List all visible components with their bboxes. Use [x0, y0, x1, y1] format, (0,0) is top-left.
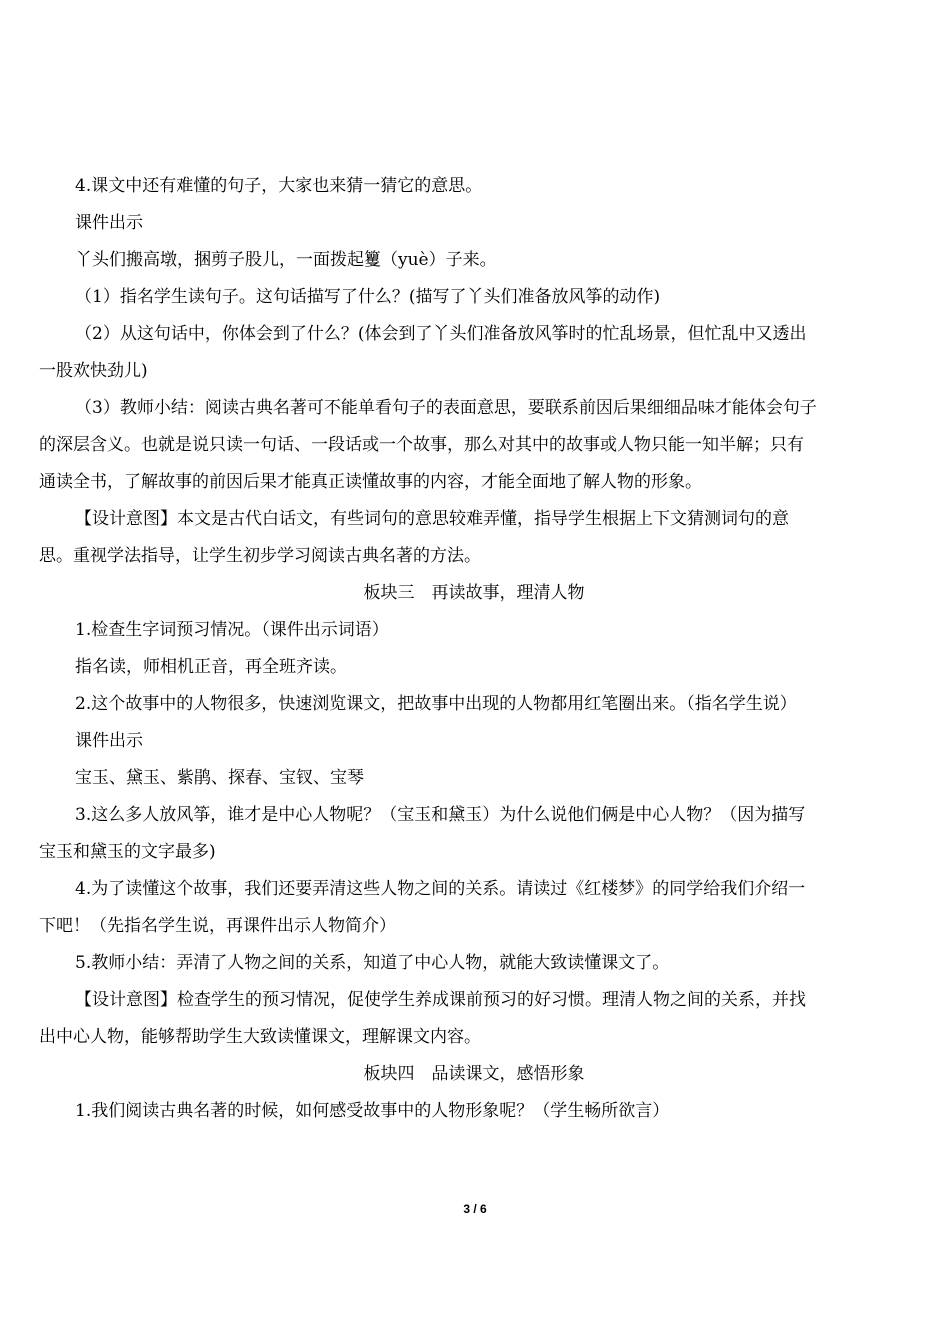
text-line: 宝玉和黛玉的文字最多): [39, 842, 216, 862]
text-line: 【设计意图】检查学生的预习情况，促使学生养成课前预习的好习惯。理清人物之间的关系，并找: [75, 990, 806, 1010]
text-line: （2）从这句话中，你体会到了什么？(体会到了丫头们准备放风筝时的忙乱场景，但忙乱中又透出: [75, 324, 807, 344]
text-line: 出中心人物，能够帮助学生大致读懂课文，理解课文内容。: [39, 1027, 481, 1047]
text-line: 1.我们阅读古典名著的时候，如何感受故事中的人物形象呢？（学生畅所欲言）: [75, 1101, 670, 1121]
text-line: 课件出示: [75, 213, 143, 233]
section-heading: 板块四 品读课文，感悟形象: [363, 1064, 585, 1084]
document-body: [39, 168, 909, 1130]
text-line: 丫头们搬高墩，捆剪子股儿，一面拨起籰（yuè）子来。: [75, 250, 497, 270]
text-line: 2.这个故事中的人物很多，快速浏览课文，把故事中出现的人物都用红笔圈出来。（指名学生说）: [75, 694, 797, 714]
text-line: 3.这么多人放风筝，谁才是中心人物呢？（宝玉和黛玉）为什么说他们俩是中心人物？（因为描写: [75, 805, 806, 825]
text-line: 一股欢快劲儿): [39, 361, 148, 381]
text-line: （3）教师小结：阅读古典名著可不能单看句子的表面意思，要联系前因后果细细品味才能体会句子: [75, 398, 817, 418]
text-line: 思。重视学法指导，让学生初步学习阅读古典名著的方法。: [39, 546, 481, 566]
text-line: 1.检查生字词预习情况。（课件出示词语）: [75, 620, 389, 640]
text-line: 指名读，师相机正音，再全班齐读。: [75, 657, 347, 677]
text-line: 通读全书，了解故事的前因后果才能真正读懂故事的内容，才能全面地了解人物的形象。: [39, 472, 702, 492]
text-line: 4.课文中还有难懂的句子，大家也来猜一猜它的意思。: [75, 176, 483, 196]
text-line: 【设计意图】本文是古代白话文，有些词句的意思较难弄懂，指导学生根据上下文猜测词句的意: [75, 509, 789, 529]
text-line: 宝玉、黛玉、紫鹃、探春、宝钗、宝琴: [75, 768, 364, 788]
section-heading: 板块三 再读故事，理清人物: [363, 583, 585, 603]
text-line: 的深层含义。也就是说只读一句话、一段话或一个故事，那么对其中的故事或人物只能一知半解；只有: [39, 435, 804, 455]
text-line: 4.为了读懂这个故事，我们还要弄清这些人物之间的关系。请读过《红楼梦》的同学给我们介绍一: [75, 879, 806, 899]
text-line: 5.教师小结：弄清了人物之间的关系，知道了中心人物，就能大致读懂课文了。: [75, 953, 670, 973]
text-line: 下吧！（先指名学生说，再课件出示人物简介）: [39, 916, 396, 936]
text-line: 课件出示: [75, 731, 143, 751]
text-line: （1）指名学生读句子。这句话描写了什么？(描写了丫头们准备放风筝的动作): [75, 287, 661, 307]
page-number: 3 / 6: [463, 1202, 487, 1216]
